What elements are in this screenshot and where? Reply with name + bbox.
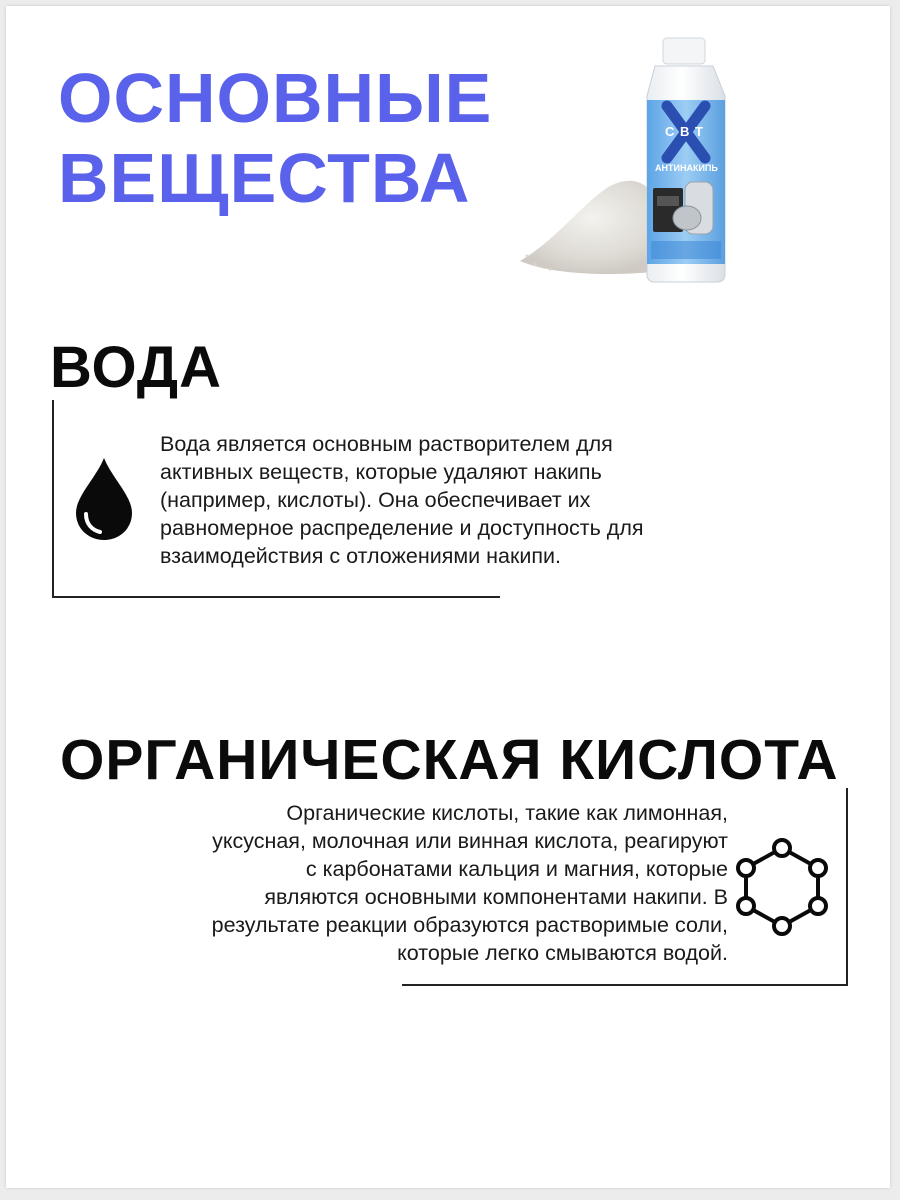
svg-text:Т: Т [695,124,703,139]
page-title-line-1: ОСНОВНЫЕ [58,59,493,137]
page-title [58,58,492,218]
water-line-3: (например, кислоты). Она обеспечивает их [160,488,591,512]
svg-text:С: С [665,124,675,139]
acid-line-3: с карбонатами кальция и магния, которые [305,857,728,881]
molecule-icon [736,836,828,938]
water-line-2: активных веществ, которые удаляют накипь [160,460,602,484]
acid-line-1: Органические кислоты, такие как лимонная, [286,801,728,825]
water-drop-icon [74,456,134,542]
powder-pile [520,181,665,274]
water-line-1: Вода является основным растворителем для [160,432,613,456]
acid-line-6: которые легко смываются водой. [397,941,728,965]
water-section-title: ВОДА [50,335,222,400]
acid-line-4: являются основными компонентами накипи. В [264,885,728,909]
water-description [160,430,760,570]
acid-section-title: ОРГАНИЧЕСКАЯ КИСЛОТА [60,728,839,792]
svg-text:В: В [680,124,690,139]
acid-line-5: результате реакции образуются растворимые соли, [211,913,728,937]
acid-description [100,799,728,967]
page-title-line-2: ВЕЩЕСТВА [58,139,471,217]
product-label-text: АНТИНАКИПЬ [655,163,718,173]
product-image [515,36,745,286]
acid-line-2: уксусная, молочная или винная кислота, реагируют [212,829,728,853]
water-line-5: взаимодействия с отложениями накипи. [160,544,562,568]
water-line-4: равномерное распределение и доступность для [160,516,644,540]
bottle [647,38,725,282]
